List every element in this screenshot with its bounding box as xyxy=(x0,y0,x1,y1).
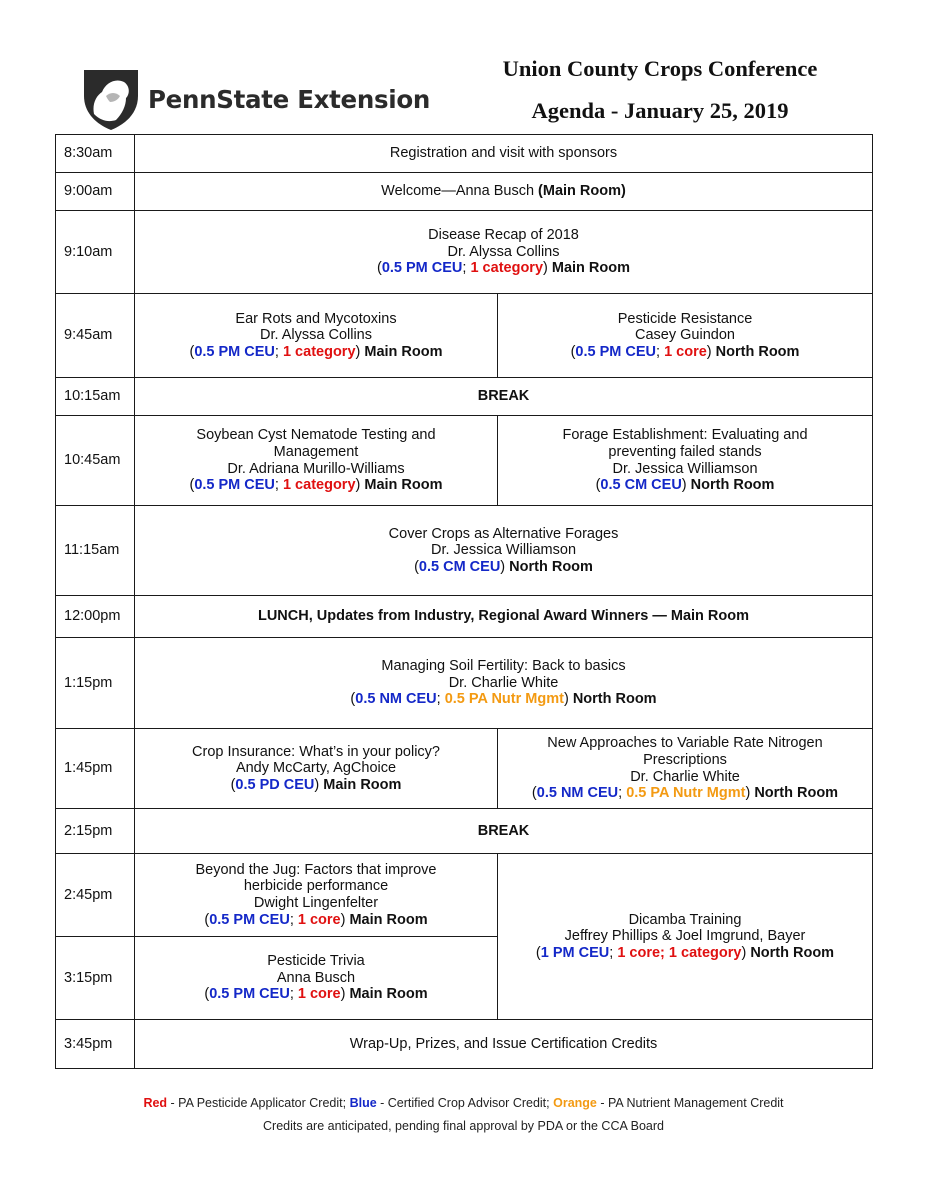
session-speaker: Dr. Alyssa Collins xyxy=(259,327,372,344)
session-cell-right xyxy=(498,294,873,378)
cca-credit: 0.5 PM CEU xyxy=(209,911,290,928)
pennstate-logo xyxy=(80,66,430,132)
session-credits: (0.5 PD CEU) Main Room xyxy=(230,776,402,793)
agenda-row xyxy=(56,854,873,937)
time-cell: 9:45am xyxy=(56,294,135,378)
session-credits: (0.5 CM CEU) North Room xyxy=(414,558,593,575)
pesticide-credit: 1 core xyxy=(664,343,707,360)
room-label: Main Room xyxy=(364,477,443,494)
session-title: Disease Recap of 2018 xyxy=(428,227,579,244)
cca-credit: 0.5 NM CEU xyxy=(355,691,437,708)
session-title: Crop Insurance: What’s in your policy? xyxy=(192,743,440,760)
session-cell-right xyxy=(498,854,873,1020)
credits-note: Credits are anticipated, pending final approval by PDA or the CCA Board xyxy=(263,1119,664,1133)
session-cell-right xyxy=(498,729,873,809)
cca-credit: 0.5 PM CEU xyxy=(194,477,275,494)
room-label: North Room xyxy=(509,558,593,575)
cca-credit: 0.5 PM CEU xyxy=(209,986,290,1003)
pesticide-credit: 1 core xyxy=(297,986,341,1003)
cca-credit: 0.5 NM CEU xyxy=(536,785,619,802)
session-speaker: Dwight Lingenfelter xyxy=(253,895,379,911)
session-credits: (0.5 PM CEU; 1 category) Main Room xyxy=(189,477,443,494)
time-cell: 3:45pm xyxy=(56,1020,135,1069)
cca-credit: 0.5 CM CEU xyxy=(418,558,501,575)
time-cell: 1:45pm xyxy=(56,729,135,809)
room-label: Main Room xyxy=(349,986,428,1003)
session-speaker: Casey Guindon xyxy=(635,327,735,344)
session-credits: (0.5 PM CEU; 1 category) Main Room xyxy=(189,343,443,360)
time-cell: 1:15pm xyxy=(56,638,135,729)
session-cell xyxy=(135,173,873,211)
time-cell: 9:10am xyxy=(56,211,135,294)
cca-credit: 1 PM CEU xyxy=(540,944,610,961)
break-cell: BREAK xyxy=(135,378,873,416)
time-cell: 3:15pm xyxy=(56,937,135,1020)
agenda-row xyxy=(56,729,873,809)
session-cell-left xyxy=(135,416,498,506)
room-label: Main Room xyxy=(364,343,443,360)
session-title: Ear Rots and Mycotoxins xyxy=(235,310,397,327)
pesticide-credit: 1 core xyxy=(297,911,341,928)
break-cell: BREAK xyxy=(135,809,873,854)
session-credits: (0.5 NM CEU; 0.5 PA Nutr Mgmt) North Room xyxy=(531,785,839,802)
session-speaker: Anna Busch xyxy=(276,969,356,986)
agenda-row xyxy=(56,638,873,729)
time-cell: 2:45pm xyxy=(56,854,135,937)
pesticide-credit: 1 category xyxy=(282,477,356,494)
time-cell: 9:00am xyxy=(56,173,135,211)
agenda-row xyxy=(56,173,873,211)
agenda-date: Agenda - January 25, 2019 xyxy=(531,98,789,123)
session-title: New Approaches to Variable Rate Nitrogen Prescriptions xyxy=(547,735,823,768)
session-credits: (0.5 PM CEU; 1 core) North Room xyxy=(570,343,800,360)
session-text: Welcome—Anna Busch xyxy=(381,183,539,200)
legend-red-desc: - PA Pesticide Applicator Credit; xyxy=(167,1096,350,1110)
session-cell-left xyxy=(135,937,498,1020)
agenda-row xyxy=(56,135,873,173)
time-cell: 2:15pm xyxy=(56,809,135,854)
session-speaker: Dr. Alyssa Collins xyxy=(447,243,560,260)
session-title: Pesticide Resistance xyxy=(617,310,753,327)
session-credits: (0.5 PM CEU; 1 category) Main Room xyxy=(376,260,631,277)
session-speaker: Dr. Charlie White xyxy=(448,674,559,691)
agenda-row xyxy=(56,211,873,294)
time-cell: 8:30am xyxy=(56,135,135,173)
session-title: Dicamba Training xyxy=(628,911,742,928)
session-cell xyxy=(135,638,873,729)
room-label: North Room xyxy=(754,785,839,802)
lunch-cell: LUNCH, Updates from Industry, Regional Award Winners — Main Room xyxy=(135,596,873,638)
cca-credit: 0.5 PM CEU xyxy=(575,343,656,360)
session-speaker: Dr. Jessica Williamson xyxy=(612,460,758,477)
session-cell xyxy=(135,211,873,294)
room-label: (Main Room) xyxy=(538,183,626,200)
legend-blue-desc: - Certified Crop Advisor Credit; xyxy=(376,1096,554,1110)
room-label: North Room xyxy=(690,477,775,494)
cca-credit: 0.5 CM CEU xyxy=(600,477,682,494)
session-title: Forage Establishment: Evaluating and preventing failed stands xyxy=(562,427,808,460)
session-title: Cover Crops as Alternative Forages xyxy=(388,525,619,542)
pesticide-credit: 1 core; 1 category xyxy=(617,944,742,961)
room-label: North Room xyxy=(750,944,835,961)
pesticide-credit: 1 category xyxy=(470,260,544,277)
session-title: Managing Soil Fertility: Back to basics xyxy=(381,658,626,675)
session-title: Soybean Cyst Nematode Testing and Management xyxy=(196,427,436,460)
nutrient-credit: 0.5 PA Nutr Mgmt xyxy=(444,691,564,708)
session-cell-right xyxy=(498,416,873,506)
room-label: Main Room xyxy=(323,776,402,793)
nutrient-credit: 0.5 PA Nutr Mgmt xyxy=(626,785,746,802)
session-speaker: Jeffrey Phillips & Joel Imgrund, Bayer xyxy=(564,928,806,945)
conference-title: Union County Crops Conference xyxy=(502,56,818,81)
time-cell: 12:00pm xyxy=(56,596,135,638)
session-credits: (0.5 CM CEU) North Room xyxy=(595,477,775,494)
agenda-table xyxy=(55,134,873,1069)
cca-credit: 0.5 PD CEU xyxy=(235,776,315,793)
session-credits: (0.5 PM CEU; 1 core) Main Room xyxy=(204,986,428,1003)
room-label: North Room xyxy=(715,343,800,360)
credit-legend xyxy=(0,1096,927,1110)
room-label: Main Room xyxy=(349,911,428,928)
ccа-credit: 0.5 PM CEU xyxy=(381,260,463,277)
agenda-row xyxy=(56,294,873,378)
time-cell: 11:15am xyxy=(56,506,135,596)
legend-blue: Blue xyxy=(349,1096,377,1110)
session-title: Beyond the Jug: Factors that improve herbicide performance xyxy=(195,861,437,895)
session-credits: (0.5 NM CEU; 0.5 PA Nutr Mgmt) North Room xyxy=(350,691,657,708)
session-cell: Registration and visit with sponsors xyxy=(135,135,873,173)
room-label: North Room xyxy=(572,691,657,708)
pesticide-credit: 1 category xyxy=(282,343,356,360)
nittany-lion-shield-icon xyxy=(80,66,142,132)
session-speaker: Andy McCarty, AgChoice xyxy=(235,760,397,777)
session-speaker: Dr. Jessica Williamson xyxy=(430,542,577,559)
session-speaker: Dr. Charlie White xyxy=(630,768,740,785)
session-cell-left xyxy=(135,294,498,378)
session-cell-left xyxy=(135,729,498,809)
session-cell: Wrap-Up, Prizes, and Issue Certification Credits xyxy=(135,1020,873,1069)
room-label: Main Room xyxy=(551,260,631,277)
time-cell: 10:45am xyxy=(56,416,135,506)
legend-orange: Orange xyxy=(553,1096,597,1110)
session-speaker: Dr. Adriana Murillo-Williams xyxy=(227,460,405,477)
agenda-row xyxy=(56,1020,873,1069)
session-cell-left xyxy=(135,854,498,937)
session-credits: (1 PM CEU; 1 core; 1 category) North Room xyxy=(535,944,835,961)
logo-text: PennState Extension xyxy=(148,84,431,114)
time-cell: 10:15am xyxy=(56,378,135,416)
agenda-row xyxy=(56,809,873,854)
agenda-row xyxy=(56,506,873,596)
agenda-row xyxy=(56,378,873,416)
legend-orange-desc: - PA Nutrient Management Credit xyxy=(596,1096,784,1110)
cca-credit: 0.5 PM CEU xyxy=(194,343,275,360)
session-cell xyxy=(135,506,873,596)
legend-red: Red xyxy=(143,1096,168,1110)
agenda-row xyxy=(56,416,873,506)
session-title: Pesticide Trivia xyxy=(267,953,365,970)
session-credits: (0.5 PM CEU; 1 core) Main Room xyxy=(204,911,428,928)
agenda-row xyxy=(56,596,873,638)
